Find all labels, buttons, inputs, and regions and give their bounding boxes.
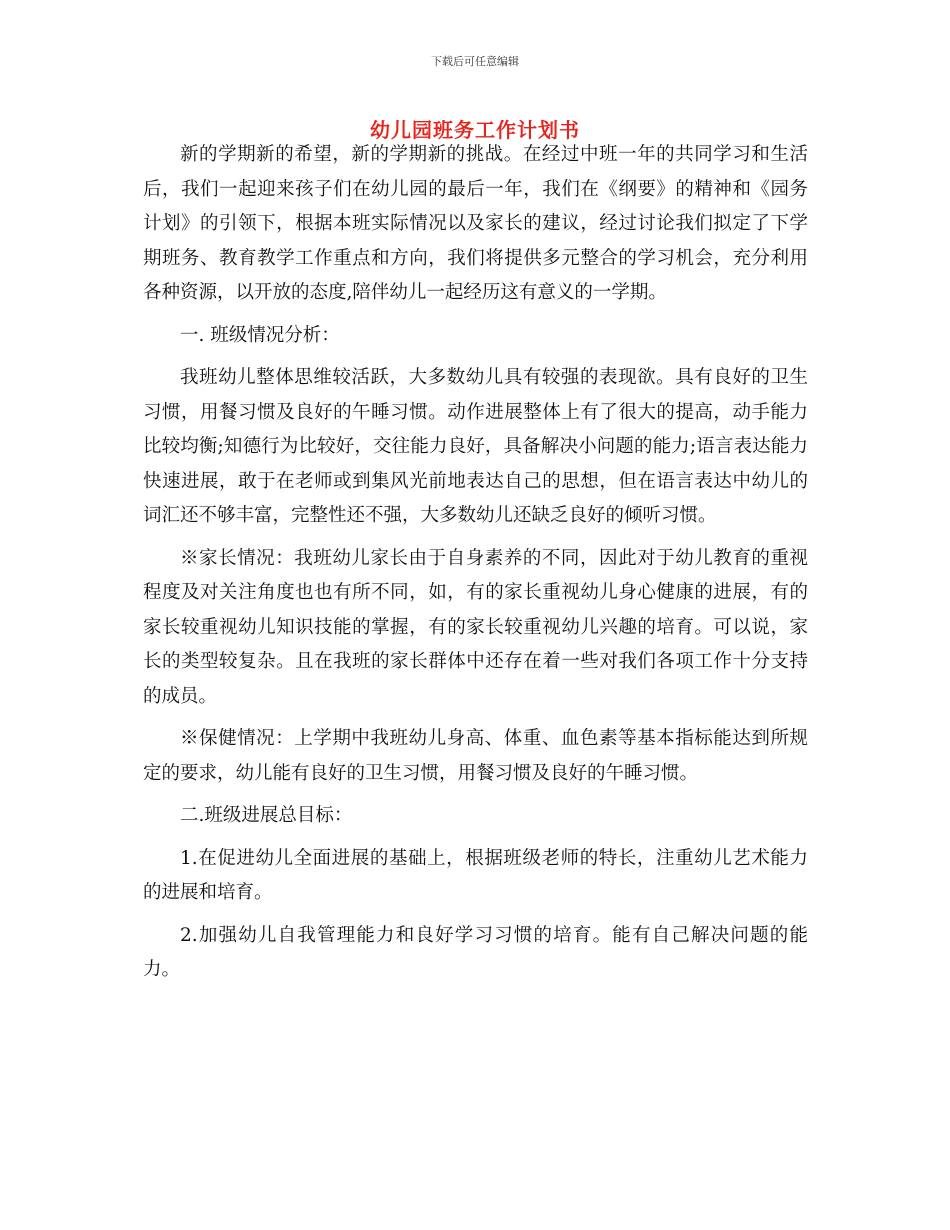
- intro-paragraph: 新的学期新的希望，新的学期新的挑战。在经过中班一年的共同学习和生活后，我们一起迎来孩子们在幼儿园的最后一年，我们在《纲要》的精神和《园务计划》的引领下，根据本班实际情况以及家长的建议，经过讨论我们拟定了下学期班务、教育教学工作重点和方向，我们将提供多元整合的学习机会，充分利用各种资源，以开放的态度,陪伴幼儿一起经历这有意义的一学期。: [143, 144, 808, 303]
- goal-item-2: 2.加强幼儿自我管理能力和良好学习习惯的培育。能有自己解决问题的能力。: [143, 924, 808, 980]
- document-body: [143, 138, 808, 988]
- document-title: 幼儿园班务工作计划书: [370, 118, 580, 142]
- section-heading-goals: 二.班级进展总目标：: [180, 805, 353, 826]
- parents-situation-paragraph: ※家长情况：我班幼儿家长由于自身素养的不同，因此对于幼儿教育的重视程度及对关注角度也也有所不同，如，有的家长重视幼儿身心健康的进展，有的家长较重视幼儿知识技能的掌握，有的家长较重视幼儿兴趣的培育。可以说，家长的类型较复杂。且在我班的家长群体中还存在着一些对我们各项工作十分支持的成员。: [143, 547, 808, 707]
- section-heading-class-analysis: 一. 班级情况分析：: [180, 324, 340, 346]
- class-analysis-paragraph: 我班幼儿整体思维较活跃，大多数幼儿具有较强的表现欲。具有良好的卫生习惯，用餐习惯及良好的午睡习惯。动作进展整体上有了很大的提高，动手能力比较均衡;知德行为比较好，交往能力良好，具备解决小问题的能力;语言表达能力快速进展，敢于在老师或到集风光前地表达自己的思想，但在语言表达中幼儿的词汇还不够丰富，完整性还不强，大多数幼儿还缺乏良好的倾听习惯。: [143, 367, 808, 526]
- goal-item-1: 1.在促进幼儿全面进展的基础上，根据班级老师的特长，注重幼儿艺术能力的进展和培育。: [143, 847, 808, 903]
- page-header: 下载后可任意编辑: [431, 55, 519, 68]
- health-situation-paragraph: ※保健情况：上学期中我班幼儿身高、体重、血色素等基本指标能达到所规定的要求，幼儿能有良好的卫生习惯，用餐习惯及良好的午睡习惯。: [143, 728, 808, 784]
